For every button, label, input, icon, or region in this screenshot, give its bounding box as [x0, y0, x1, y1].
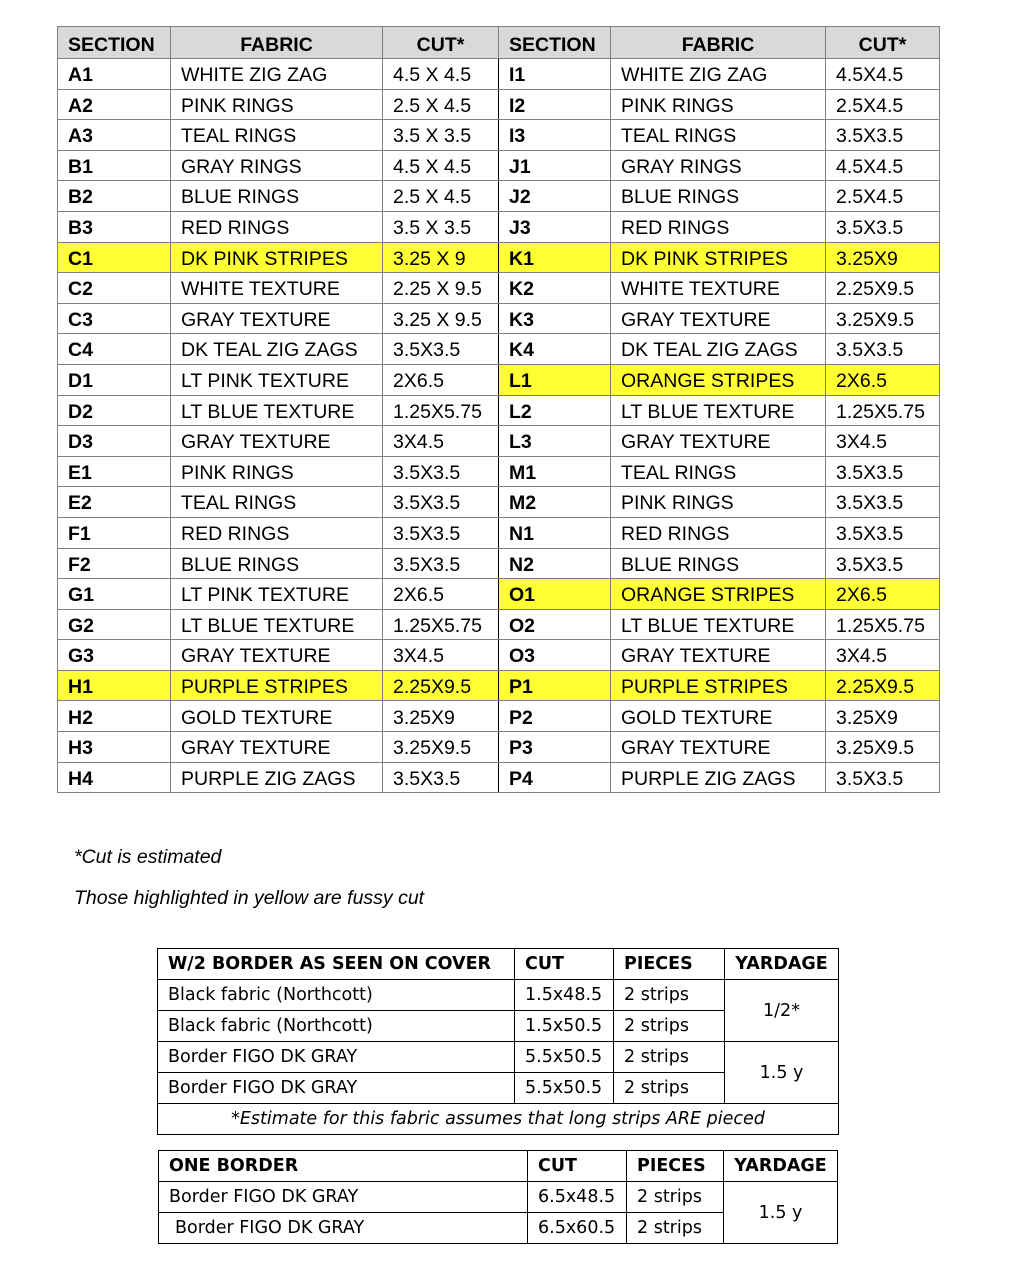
cut-cell: 3.5X3.5 — [826, 120, 940, 151]
header-cut-right: CUT* — [826, 27, 940, 59]
fabric-cell: LT BLUE TEXTURE — [171, 609, 383, 640]
cut-cell: 3.5X3.5 — [383, 487, 499, 518]
cut-cell: 2X6.5 — [826, 579, 940, 610]
section-cell: H2 — [58, 701, 171, 732]
fabric-cell: GRAY TEXTURE — [171, 426, 383, 457]
table-row — [58, 303, 940, 334]
fabric-cell: DK PINK STRIPES — [171, 242, 383, 273]
table-row — [159, 1182, 838, 1213]
fabric-cell: RED RINGS — [171, 517, 383, 548]
two-border-header-title: W/2 BORDER AS SEEN ON COVER — [158, 949, 515, 980]
section-cell: H3 — [58, 732, 171, 763]
fabric-cell: PINK RINGS — [611, 487, 826, 518]
table-row — [58, 242, 940, 273]
section-cell: F2 — [58, 548, 171, 579]
table-row — [158, 980, 839, 1011]
fabric-cell: LT BLUE TEXTURE — [611, 395, 826, 426]
fabric-cell: Border FIGO DK GRAY — [159, 1182, 528, 1213]
fabric-cell: ORANGE STRIPES — [611, 364, 826, 395]
table-row — [58, 150, 940, 181]
cut-cell: 3.5X3.5 — [826, 334, 940, 365]
table-row — [58, 181, 940, 212]
section-cell: O1 — [499, 579, 611, 610]
cut-cell: 1.5x50.5 — [515, 1011, 614, 1042]
section-cell: A2 — [58, 89, 171, 120]
cut-cell: 3.25 X 9 — [383, 242, 499, 273]
fabric-cell: WHITE TEXTURE — [611, 273, 826, 304]
table-row — [58, 364, 940, 395]
section-cell: P2 — [499, 701, 611, 732]
pieces-cell: 2 strips — [627, 1182, 724, 1213]
one-border-header — [159, 1151, 838, 1182]
yardage-border-cell: 1.5 y — [725, 1042, 839, 1104]
section-cell: O2 — [499, 609, 611, 640]
cut-cell: 3.5X3.5 — [383, 456, 499, 487]
fabric-cell: Border FIGO DK GRAY — [158, 1042, 515, 1073]
section-cell: K2 — [499, 273, 611, 304]
fabric-cell: GRAY TEXTURE — [171, 732, 383, 763]
fabric-cell: WHITE TEXTURE — [171, 273, 383, 304]
table-row — [58, 517, 940, 548]
one-border-header-cut: CUT — [528, 1151, 627, 1182]
section-cell: K4 — [499, 334, 611, 365]
one-border-header-pieces: PIECES — [627, 1151, 724, 1182]
section-cell: G1 — [58, 579, 171, 610]
pieces-cell: 2 strips — [614, 1011, 725, 1042]
cut-cell: 6.5x60.5 — [528, 1213, 627, 1244]
cut-cell: 2.5X4.5 — [826, 89, 940, 120]
table-row — [58, 273, 940, 304]
section-cell: I2 — [499, 89, 611, 120]
cut-cell: 2X6.5 — [826, 364, 940, 395]
section-cell: A1 — [58, 59, 171, 90]
estimate-footnote: *Estimate for this fabric assumes that long strips ARE pieced — [158, 1104, 839, 1135]
section-cell: F1 — [58, 517, 171, 548]
cut-cell: 1.25X5.75 — [383, 395, 499, 426]
fabric-cell: Black fabric (Northcott) — [158, 980, 515, 1011]
section-cell: H4 — [58, 762, 171, 793]
fabric-cell: PURPLE ZIG ZAGS — [611, 762, 826, 793]
cut-cell: 3.5X3.5 — [826, 548, 940, 579]
header-section-left: SECTION — [58, 27, 171, 59]
cutting-table — [57, 26, 940, 793]
section-cell: C2 — [58, 273, 171, 304]
table-row — [58, 487, 940, 518]
fabric-cell: GOLD TEXTURE — [171, 701, 383, 732]
table-row — [58, 701, 940, 732]
pieces-cell: 2 strips — [627, 1213, 724, 1244]
two-border-header-yardage: YARDAGE — [725, 949, 839, 980]
fabric-cell: GRAY RINGS — [171, 150, 383, 181]
section-cell: P1 — [499, 670, 611, 701]
yardage-cell: 1.5 y — [724, 1182, 838, 1244]
two-border-table — [157, 948, 839, 1135]
fabric-cell: GRAY TEXTURE — [611, 640, 826, 671]
cut-cell: 3.5X3.5 — [826, 211, 940, 242]
header-fabric-left: FABRIC — [171, 27, 383, 59]
section-cell: P4 — [499, 762, 611, 793]
section-cell: I1 — [499, 59, 611, 90]
fabric-cell: Black fabric (Northcott) — [158, 1011, 515, 1042]
fabric-cell: ORANGE STRIPES — [611, 579, 826, 610]
table-row — [58, 456, 940, 487]
section-cell: P3 — [499, 732, 611, 763]
section-cell: O3 — [499, 640, 611, 671]
cut-cell: 3.25X9.5 — [826, 303, 940, 334]
table-row — [58, 579, 940, 610]
fabric-cell: GOLD TEXTURE — [611, 701, 826, 732]
section-cell: B1 — [58, 150, 171, 181]
cut-cell: 1.25X5.75 — [383, 609, 499, 640]
cut-cell: 3.5X3.5 — [383, 334, 499, 365]
cut-cell: 1.25X5.75 — [826, 395, 940, 426]
fabric-cell: TEAL RINGS — [611, 456, 826, 487]
cut-cell: 2.5 X 4.5 — [383, 89, 499, 120]
header-fabric-right: FABRIC — [611, 27, 826, 59]
cut-cell: 4.5 X 4.5 — [383, 150, 499, 181]
cut-cell: 3.5X3.5 — [383, 548, 499, 579]
cut-cell: 3.5 X 3.5 — [383, 120, 499, 151]
fabric-cell: BLUE RINGS — [611, 181, 826, 212]
section-cell: K1 — [499, 242, 611, 273]
fabric-cell: GRAY TEXTURE — [611, 426, 826, 457]
cut-cell: 2.25X9.5 — [383, 670, 499, 701]
fabric-cell: DK TEAL ZIG ZAGS — [171, 334, 383, 365]
table-row — [58, 59, 940, 90]
cut-cell: 4.5 X 4.5 — [383, 59, 499, 90]
one-border-header-yardage: YARDAGE — [724, 1151, 838, 1182]
one-border-header-title: ONE BORDER — [159, 1151, 528, 1182]
fabric-cell: Border FIGO DK GRAY — [159, 1213, 528, 1244]
fabric-cell: DK PINK STRIPES — [611, 242, 826, 273]
fabric-cell: RED RINGS — [611, 517, 826, 548]
fabric-cell: Border FIGO DK GRAY — [158, 1073, 515, 1104]
pieces-cell: 2 strips — [614, 1073, 725, 1104]
cut-cell: 3.25 X 9.5 — [383, 303, 499, 334]
cut-cell: 1.25X5.75 — [826, 609, 940, 640]
fabric-cell: BLUE RINGS — [171, 548, 383, 579]
fabric-cell: BLUE RINGS — [171, 181, 383, 212]
cut-cell: 3X4.5 — [826, 426, 940, 457]
cut-cell: 3.5X3.5 — [383, 517, 499, 548]
yardage-black-cell: 1/2* — [725, 980, 839, 1042]
fabric-cell: GRAY RINGS — [611, 150, 826, 181]
section-cell: H1 — [58, 670, 171, 701]
cut-cell: 2.5 X 4.5 — [383, 181, 499, 212]
cut-cell: 3.25X9.5 — [826, 732, 940, 763]
section-cell: I3 — [499, 120, 611, 151]
table-row — [158, 1042, 839, 1073]
fabric-cell: GRAY TEXTURE — [611, 303, 826, 334]
fabric-cell: GRAY TEXTURE — [611, 732, 826, 763]
table-footnote-row — [158, 1104, 839, 1135]
section-cell: C4 — [58, 334, 171, 365]
cut-cell: 3X4.5 — [826, 640, 940, 671]
fabric-cell: WHITE ZIG ZAG — [171, 59, 383, 90]
cut-cell: 2.25X9.5 — [826, 670, 940, 701]
cutting-table-header — [58, 27, 940, 59]
two-border-header — [158, 949, 839, 980]
fabric-cell: GRAY TEXTURE — [171, 303, 383, 334]
section-cell: J3 — [499, 211, 611, 242]
two-border-header-pieces: PIECES — [614, 949, 725, 980]
cut-cell: 2.25 X 9.5 — [383, 273, 499, 304]
cut-cell: 3.25X9 — [383, 701, 499, 732]
table-row — [58, 762, 940, 793]
table-row — [58, 640, 940, 671]
section-cell: E2 — [58, 487, 171, 518]
cut-cell: 2.25X9.5 — [826, 273, 940, 304]
section-cell: G3 — [58, 640, 171, 671]
fabric-cell: WHITE ZIG ZAG — [611, 59, 826, 90]
cut-cell: 4.5X4.5 — [826, 150, 940, 181]
fabric-cell: TEAL RINGS — [171, 487, 383, 518]
one-border-table — [158, 1150, 838, 1244]
fabric-cell: BLUE RINGS — [611, 548, 826, 579]
fabric-cell: LT PINK TEXTURE — [171, 579, 383, 610]
cut-cell: 5.5x50.5 — [515, 1073, 614, 1104]
fabric-cell: LT PINK TEXTURE — [171, 364, 383, 395]
fabric-cell: PINK RINGS — [171, 456, 383, 487]
cut-cell: 2X6.5 — [383, 364, 499, 395]
section-cell: J1 — [499, 150, 611, 181]
section-cell: C1 — [58, 242, 171, 273]
section-cell: K3 — [499, 303, 611, 334]
section-cell: N1 — [499, 517, 611, 548]
table-row — [58, 395, 940, 426]
header-section-right: SECTION — [499, 27, 611, 59]
table-row — [58, 89, 940, 120]
cut-cell: 3.5X3.5 — [826, 487, 940, 518]
section-cell: A3 — [58, 120, 171, 151]
section-cell: L1 — [499, 364, 611, 395]
section-cell: L3 — [499, 426, 611, 457]
table-row — [58, 732, 940, 763]
cut-cell: 3.25X9 — [826, 701, 940, 732]
cut-cell: 3.5X3.5 — [826, 456, 940, 487]
two-border-header-cut: CUT — [515, 949, 614, 980]
table-row — [58, 670, 940, 701]
fabric-cell: LT BLUE TEXTURE — [171, 395, 383, 426]
section-cell: M1 — [499, 456, 611, 487]
cutting-table-body — [58, 59, 940, 793]
cut-cell: 2X6.5 — [383, 579, 499, 610]
cut-cell: 3.5X3.5 — [383, 762, 499, 793]
note-fussy-cut: Those highlighted in yellow are fussy cut — [74, 887, 425, 909]
section-cell: M2 — [499, 487, 611, 518]
pieces-cell: 2 strips — [614, 980, 725, 1011]
cut-cell: 2.5X4.5 — [826, 181, 940, 212]
table-row — [58, 120, 940, 151]
cut-cell: 3.5X3.5 — [826, 762, 940, 793]
fabric-cell: PURPLE STRIPES — [171, 670, 383, 701]
table-row — [58, 334, 940, 365]
section-cell: D3 — [58, 426, 171, 457]
note-cut-estimated: *Cut is estimated — [74, 846, 222, 868]
cut-cell: 3.5 X 3.5 — [383, 211, 499, 242]
cut-cell: 1.5x48.5 — [515, 980, 614, 1011]
section-cell: L2 — [499, 395, 611, 426]
cut-cell: 3.25X9.5 — [383, 732, 499, 763]
cut-cell: 4.5X4.5 — [826, 59, 940, 90]
fabric-cell: TEAL RINGS — [611, 120, 826, 151]
section-cell: B3 — [58, 211, 171, 242]
fabric-cell: DK TEAL ZIG ZAGS — [611, 334, 826, 365]
header-cut-left: CUT* — [383, 27, 499, 59]
fabric-cell: GRAY TEXTURE — [171, 640, 383, 671]
table-row — [58, 426, 940, 457]
fabric-cell: PURPLE ZIG ZAGS — [171, 762, 383, 793]
fabric-cell: PURPLE STRIPES — [611, 670, 826, 701]
section-cell: J2 — [499, 181, 611, 212]
cut-cell: 6.5x48.5 — [528, 1182, 627, 1213]
cut-cell: 3X4.5 — [383, 426, 499, 457]
section-cell: N2 — [499, 548, 611, 579]
table-row — [58, 548, 940, 579]
fabric-cell: PINK RINGS — [171, 89, 383, 120]
cut-cell: 3.25X9 — [826, 242, 940, 273]
table-row — [58, 211, 940, 242]
table-row — [58, 609, 940, 640]
fabric-cell: RED RINGS — [171, 211, 383, 242]
cut-cell: 3.5X3.5 — [826, 517, 940, 548]
fabric-cell: PINK RINGS — [611, 89, 826, 120]
section-cell: D2 — [58, 395, 171, 426]
fabric-cell: LT BLUE TEXTURE — [611, 609, 826, 640]
section-cell: G2 — [58, 609, 171, 640]
pieces-cell: 2 strips — [614, 1042, 725, 1073]
section-cell: E1 — [58, 456, 171, 487]
section-cell: B2 — [58, 181, 171, 212]
fabric-cell: RED RINGS — [611, 211, 826, 242]
fabric-cell: TEAL RINGS — [171, 120, 383, 151]
cut-cell: 3X4.5 — [383, 640, 499, 671]
cut-cell: 5.5x50.5 — [515, 1042, 614, 1073]
section-cell: D1 — [58, 364, 171, 395]
section-cell: C3 — [58, 303, 171, 334]
